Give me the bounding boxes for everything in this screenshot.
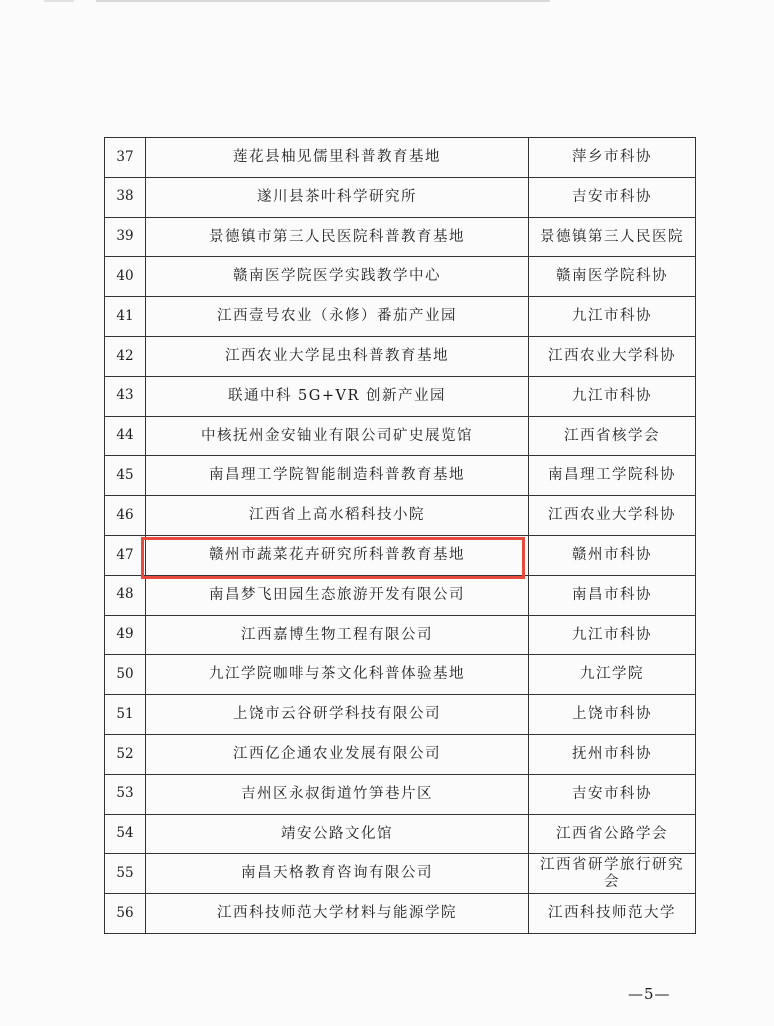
row-number-cell: 42	[105, 336, 146, 376]
recommending-org-cell: 江西农业大学科协	[529, 496, 696, 536]
table-row	[105, 177, 696, 217]
row-number-cell: 46	[105, 496, 146, 536]
base-name-cell: 赣南医学院医学实践教学中心	[146, 257, 529, 297]
recommending-org-cell: 萍乡市科协	[529, 138, 696, 178]
scan-edge-mark-top	[96, 0, 550, 2]
row-number-cell: 47	[105, 535, 146, 575]
table-row	[105, 257, 696, 297]
recommending-org-cell: 上饶市科协	[529, 695, 696, 735]
base-name-cell: 赣州市蔬菜花卉研究所科普教育基地	[146, 535, 529, 575]
base-name-cell: 莲花县柚见儒里科普教育基地	[146, 138, 529, 178]
recommending-org-cell: 九江市科协	[529, 297, 696, 337]
table-row	[105, 774, 696, 814]
table-body	[105, 138, 696, 934]
base-name-cell: 遂川县茶叶科学研究所	[146, 177, 529, 217]
base-name-cell: 南昌天格教育咨询有限公司	[146, 854, 529, 894]
row-number-cell: 55	[105, 854, 146, 894]
table-row	[105, 814, 696, 854]
recommending-org-cell: 南昌市科协	[529, 575, 696, 615]
table-row	[105, 894, 696, 934]
base-name-cell: 江西嘉博生物工程有限公司	[146, 615, 529, 655]
base-name-cell: 江西亿企通农业发展有限公司	[146, 734, 529, 774]
recommending-org-cell: 江西省核学会	[529, 416, 696, 456]
page-number: —5—	[628, 985, 671, 1003]
table-row	[105, 456, 696, 496]
table-row	[105, 336, 696, 376]
recommending-org-cell: 吉安市科协	[529, 774, 696, 814]
row-number-cell: 52	[105, 734, 146, 774]
row-number-cell: 45	[105, 456, 146, 496]
table-row	[105, 535, 696, 575]
table-row	[105, 695, 696, 735]
recommending-org-cell: 吉安市科协	[529, 177, 696, 217]
row-number-cell: 37	[105, 138, 146, 178]
row-number-cell: 51	[105, 695, 146, 735]
base-name-cell: 江西壹号农业（永修）番茄产业园	[146, 297, 529, 337]
table-row	[105, 138, 696, 178]
row-number-cell: 48	[105, 575, 146, 615]
table-row	[105, 655, 696, 695]
base-name-cell: 九江学院咖啡与茶文化科普体验基地	[146, 655, 529, 695]
table-row	[105, 416, 696, 456]
row-number-cell: 43	[105, 376, 146, 416]
recommending-org-cell: 南昌理工学院科协	[529, 456, 696, 496]
base-name-cell: 中核抚州金安铀业有限公司矿史展览馆	[146, 416, 529, 456]
base-name-cell: 江西省上高水稻科技小院	[146, 496, 529, 536]
recommending-org-cell: 九江市科协	[529, 376, 696, 416]
recommending-org-cell: 赣南医学院科协	[529, 257, 696, 297]
recommending-org-cell: 江西农业大学科协	[529, 336, 696, 376]
table-row	[105, 575, 696, 615]
table-row	[105, 854, 696, 894]
table-row	[105, 734, 696, 774]
recommending-org-cell: 景德镇第三人民医院	[529, 217, 696, 257]
table-row	[105, 615, 696, 655]
base-name-cell: 南昌梦飞田园生态旅游开发有限公司	[146, 575, 529, 615]
row-number-cell: 38	[105, 177, 146, 217]
base-name-cell: 吉州区永叔街道竹笋巷片区	[146, 774, 529, 814]
row-number-cell: 53	[105, 774, 146, 814]
base-list-table	[104, 137, 696, 934]
recommending-org-cell: 江西科技师范大学	[529, 894, 696, 934]
table-row	[105, 376, 696, 416]
base-name-cell: 景德镇市第三人民医院科普教育基地	[146, 217, 529, 257]
row-number-cell: 41	[105, 297, 146, 337]
row-number-cell: 54	[105, 814, 146, 854]
base-name-cell: 南昌理工学院智能制造科普教育基地	[146, 456, 529, 496]
scan-edge-mark-left	[44, 0, 74, 2]
base-name-cell: 江西农业大学昆虫科普教育基地	[146, 336, 529, 376]
base-name-cell: 江西科技师范大学材料与能源学院	[146, 894, 529, 934]
recommending-org-cell: 九江市科协	[529, 615, 696, 655]
table-row	[105, 217, 696, 257]
base-name-cell: 上饶市云谷研学科技有限公司	[146, 695, 529, 735]
row-number-cell: 40	[105, 257, 146, 297]
row-number-cell: 50	[105, 655, 146, 695]
row-number-cell: 39	[105, 217, 146, 257]
recommending-org-cell: 九江学院	[529, 655, 696, 695]
base-name-cell: 联通中科 5G+VR 创新产业园	[146, 376, 529, 416]
table-row	[105, 297, 696, 337]
row-number-cell: 56	[105, 894, 146, 934]
recommending-org-cell: 赣州市科协	[529, 535, 696, 575]
recommending-org-cell: 江西省公路学会	[529, 814, 696, 854]
recommending-org-cell: 抚州市科协	[529, 734, 696, 774]
table-row	[105, 496, 696, 536]
row-number-cell: 44	[105, 416, 146, 456]
base-name-cell: 靖安公路文化馆	[146, 814, 529, 854]
recommending-org-cell: 江西省研学旅行研究会	[529, 854, 696, 894]
row-number-cell: 49	[105, 615, 146, 655]
